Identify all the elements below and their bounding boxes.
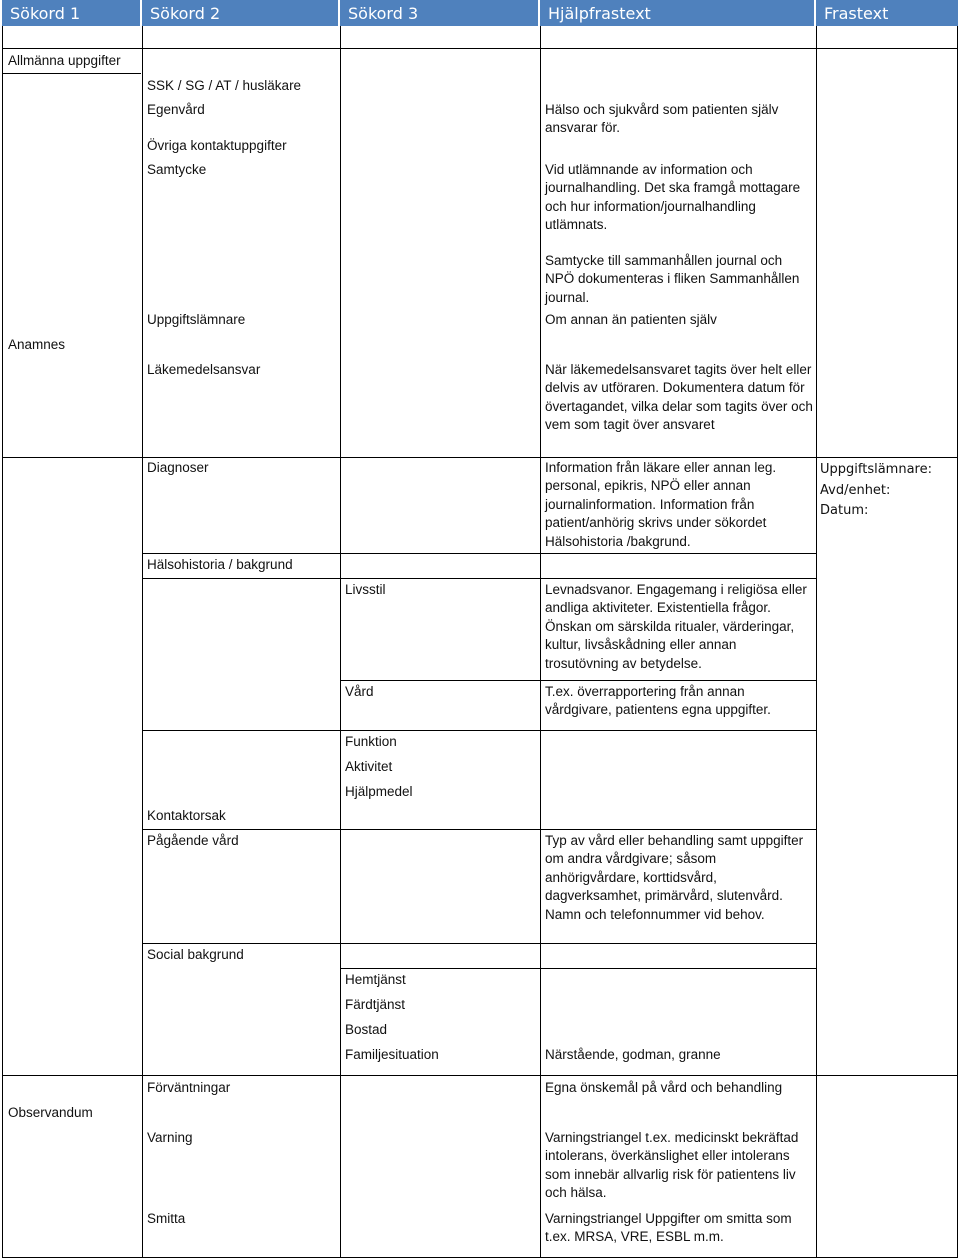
keyword-samtycke: Samtycke [147, 162, 207, 177]
keyword-hjalpmedel: Hjälpmedel [345, 784, 413, 799]
section-anamnes: Anamnes [8, 337, 66, 352]
keyword-kontaktorsak: Kontaktorsak [147, 808, 226, 823]
help-diagnoser: Information från läkare eller annan leg. personal, epikris, NPÖ eller annan journalinformation. Information från patient/anhörig skrivs under sökordet Hälsohistoria /bakgrund. [545, 460, 777, 549]
help-uppgiftslamnare: Om annan än patienten själv [545, 312, 717, 327]
keyword-lakemedelsansvar: Läkemedelsansvar [147, 362, 261, 377]
help-samtycke: Vid utlämnande av information och journalhandling. Det ska framgå mottagare och hur information/journalhandling utlämnats. [545, 162, 801, 233]
help-pagaende-vard: Typ av vård eller behandling samt uppgifter om andra vårdgivare; såsom anhörigvårdare, korttidsvård, dagverksamhet, primärvård, slutenvård. Namn och telefonnummer vid behov. [545, 833, 804, 922]
keyword-bostad: Bostad [345, 1022, 388, 1037]
keyword-funktion: Funktion [345, 734, 397, 749]
keyword-egenvard: Egenvård [147, 102, 205, 117]
help-smitta: Varningstriangel Uppgifter om smitta som t.ex. MRSA, VRE, ESBL m.m. [545, 1211, 792, 1245]
header-sokord-3: Sökord 3 [340, 0, 538, 26]
help-samtycke-sammanhallen: Samtycke till sammanhållen journal och NPÖ dokumenteras i fliken Sammanhållen journal. [545, 253, 800, 305]
section-allmanna-uppgifter: Allmänna uppgifter [8, 53, 121, 68]
keyword-forvantningar: Förväntningar [147, 1080, 231, 1095]
keyword-fardtjanst: Färdtjänst [345, 997, 406, 1012]
keyword-halsohistoria: Hälsohistoria / bakgrund [147, 557, 293, 572]
frastext-datum: Datum: [820, 503, 869, 518]
help-familjesituation: Närstående, godman, granne [545, 1047, 721, 1062]
header-sokord-1: Sökord 1 [2, 0, 140, 26]
section-observandum: Observandum [8, 1105, 93, 1120]
keyword-varning: Varning [147, 1130, 193, 1145]
help-vard: T.ex. överrapportering från annan vårdgivare, patientens egna uppgifter. [545, 684, 771, 718]
help-egenvard: Hälso och sjukvård som patienten själv ansvarar för. [545, 102, 779, 136]
help-varning: Varningstriangel t.ex. medicinskt bekräftad intolerans, överkänslighet eller intolerans som innebär allvarlig risk för patientens liv och hälsa. [545, 1130, 799, 1201]
keyword-pagaende-vard: Pågående vård [147, 833, 239, 848]
header-sokord-2: Sökord 2 [142, 0, 338, 26]
help-lakemedelsansvar: När läkemedelsansvaret tagits över helt eller delvis av utföraren. Dokumentera datum för övertagandet, vilka delar som tagits över och vem som tagit över ansvaret [545, 362, 813, 433]
frastext-uppgiftslamnare: Uppgiftslämnare: [820, 462, 932, 477]
header-hjalpfrastext: Hjälpfrastext [540, 0, 814, 26]
keyword-vard: Vård [345, 684, 374, 699]
keyword-aktivitet: Aktivitet [345, 759, 393, 774]
keyword-uppgiftslamnare: Uppgiftslämnare [147, 312, 246, 327]
keyword-familjesituation: Familjesituation [345, 1047, 439, 1062]
help-livsstil: Levnadsvanor. Engagemang i religiösa eller andliga aktiviteter. Existentiella frågor. Önskan om särskilda ritualer, värderingar, kultur, livsåskådning eller annan trosutövning av betydelse. [545, 582, 807, 671]
keyword-diagnoser: Diagnoser [147, 460, 209, 475]
keyword-livsstil: Livsstil [345, 582, 386, 597]
keyword-social-bakgrund: Social bakgrund [147, 947, 244, 962]
keyword-ovriga-kontaktuppgifter: Övriga kontaktuppgifter [147, 138, 287, 153]
keyword-smitta: Smitta [147, 1211, 186, 1226]
help-forvantningar: Egna önskemål på vård och behandling [545, 1080, 783, 1095]
keyword-hemtjanst: Hemtjänst [345, 972, 406, 987]
keyword-ssk: SSK / SG / AT / husläkare [147, 78, 302, 93]
frastext-avd-enhet: Avd/enhet: [820, 483, 891, 498]
header-frastext: Frastext [816, 0, 958, 26]
